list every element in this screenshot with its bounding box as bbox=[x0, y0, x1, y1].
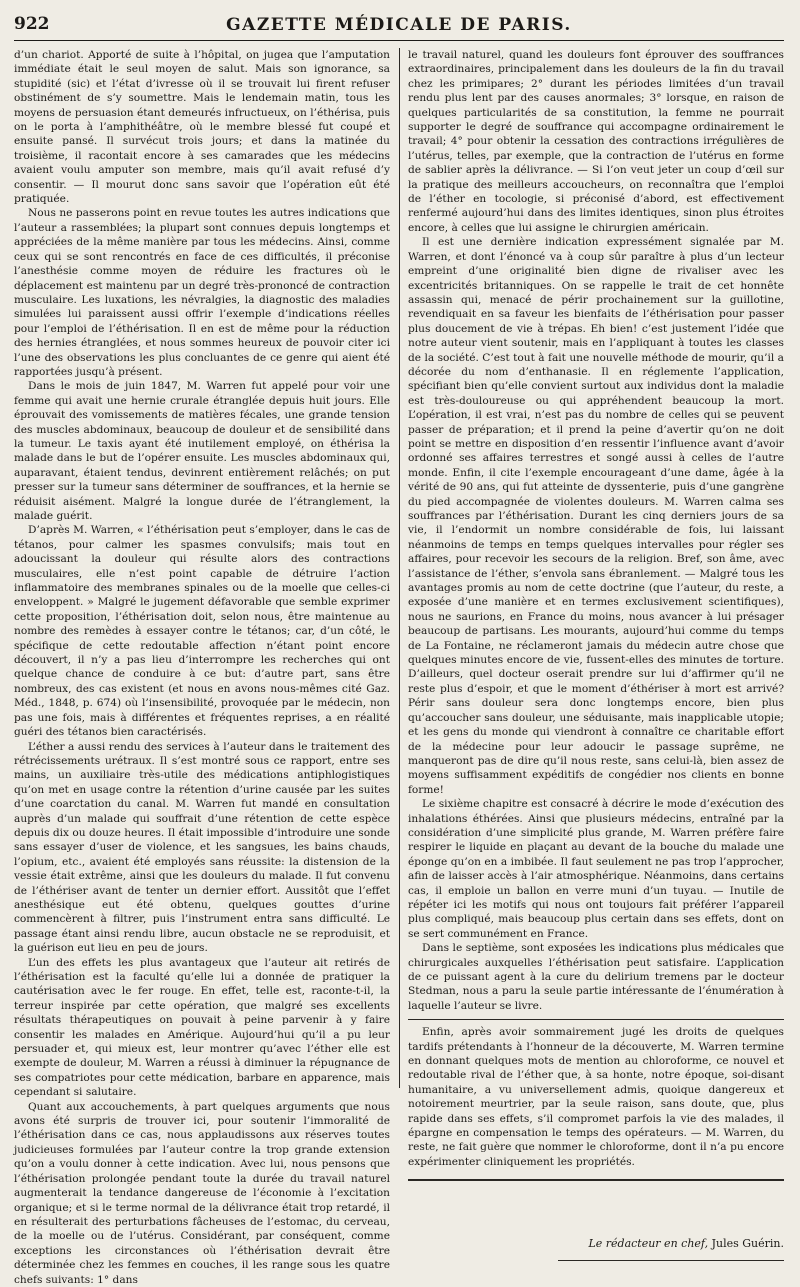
signature bbox=[408, 1237, 784, 1250]
right-column bbox=[408, 48, 784, 1251]
paragraph: Quant aux accouchements, à part quelques arguments que nous avons été surpris de trouver ici, pour soutenir l’immoralité de l’éthérisation dans ce cas, nous applaudissons aux réserves toutes judicieuses formulées par l’auteur contre la trop grande extension qu’on a voulu donner à cette indication. Avec lui, nous pensons que l’éthérisation prolongée pendant toute la durée du travail naturel augmenterait la tendance dangereuse de l’économie à l’excitation organique; et si le terme normal de la délivrance était trop retardé, il en résulterait des perturbations fâcheuses de l’estomac, du cerveau, de la moelle ou de l’utérus. Considérant, par conséquent, comme exceptions les circonstances où l’éthérisation devrait être déterminée chez les femmes en couches, il les range sous les quatre chefs suivants: 1° dans bbox=[14, 1100, 390, 1286]
paragraph: d’un chariot. Apporté de suite à l’hôpital, on jugea que l’amputation immédiate était le seul moyen de salut. Mais son ignorance, sa stupidité (sic) et l’état d’ivresse où il se trouvait lui firent refuser obstinément de s’y soumettre. Mais le lendemain matin, tous les moyens de persuasion étant demeurés infructueux, on l’éthérisa, puis on le porta à l’amphithéâtre, où le membre blessé fut coupé et ensuite pansé. Il survécut trois jours; et dans la matinée du troisième, il racontait encore à ses camarades que les médecins avaient voulu amputer son membre, mais qu’il avait refusé d’y consentir. — Il mourut donc sans savoir que l’opération eût été pratiquée. bbox=[14, 49, 390, 206]
article-columns bbox=[14, 48, 786, 1286]
paragraph: L’éther a aussi rendu des services à l’auteur dans le traitement des rétrécissements urétraux. Il s’est montré sous ce rapport, entre ses mains, un auxiliaire très-utile des médications antiphlogistiques qu’on met en usage contre la rétention d’urine causée par les suites d’une coarctation du canal. M. Warren fut mandé en consultation auprès d’un malade qui souffrait d’une rétention de cette espèce depuis dix ou douze heures. Il était impossible d’introduire une sonde sans essayer d’user de violence, et les sangsues, les bains chauds, l’opium, etc., avaient été employés sans réussite: la distension de la vessie était extrême, ainsi que les douleurs du malade. Il fut convenu de l’éthériser avant de tenter un dernier effort. Aussitôt que l’effet anesthésique eut été obtenu, quelques gouttes d’urine commencèrent à filtrer, puis l’instrument entra sans difficulté. Le passage étant ainsi rendu libre, aucun obstacle ne se reproduisit, et la guérison eut lieu en peu de jours. bbox=[14, 740, 390, 955]
page-header bbox=[14, 14, 784, 41]
running-title: GAZETTE MÉDICALE DE PARIS. bbox=[226, 15, 572, 35]
page-number: 922 bbox=[14, 14, 50, 34]
section-divider bbox=[408, 1019, 784, 1020]
paragraph: Nous ne passerons point en revue toutes les autres indications que l’auteur a rassemblées; la plupart sont connues depuis longtemps et appréciées de la même manière par tous les médecins. Ainsi, comme ceux qui se sont rencontrés en face de ces difficultés, il préconise l’anesthésie comme moyen de réduire les fractures où le déplacement est maintenu par un degré très-prononcé de contraction musculaire. Les luxations, les névralgies, la diagnostic des maladies simulées lui paraissent aussi offrir l’exemple d’indications réelles pour l’emploi de l’éthérisation. Il en est de même pour la réduction des hernies étranglées, et nous sommes heureux de pouvoir citer ici l’une des observations les plus concluantes de ce genre qui aient été rapportées jusqu’à présent. bbox=[14, 207, 390, 378]
paragraph: D’après M. Warren, « l’éthérisation peut s’employer, dans le cas de tétanos, pour calmer les spasmes convulsifs; mais tout en adoucissant la douleur qui résulte alors des contractions musculaires, elle n’est point capable de détruire l’action inflammatoire des membranes spinales ou de la moelle que celles-ci enveloppent. » Malgré le jugement défavorable que semble exprimer cette proposition, l’éthérisation doit, selon nous, être maintenue au nombre des remèdes à essayer contre le tétanos; car, d’un côté, le spécifique de cette redoutable affection n’étant point encore découvert, il n’y a pas lieu d’interrompre les recherches qui ont quelque chance de conduire à ce but: d’autre part, sans être nombreux, des cas existent (et nous en avons nous-mêmes cité Gaz. Méd., 1848, p. 674) où l’insensibilité, provoquée par le médecin, non pas une fois, mais à différentes et fréquentes reprises, a en réalité guéri des tétanos bien caractérisés. bbox=[14, 524, 390, 739]
column-divider bbox=[399, 48, 400, 1088]
paragraph: Il est une dernière indication expressément signalée par M. Warren, et dont l’énoncé va à coup sûr paraître à plus d’un lecteur empreint d’une originalité bien digne de rivaliser avec les excentricités britanniques. On se rappelle le trait de cet honnête assassin qui, menacé de périr prochainement sur la guillotine, revendiquait en sa faveur les bienfaits de l’éthérisation pour passer plus doucement de vie à trépas. Eh bien! c’est justement l’idée que notre auteur vient soutenir, mais en l’appliquant à toutes les classes de la société. C’est tout à fait une nouvelle méthode de mourir, qu’il a décorée du nom d’enthanasie. Il en réglemente l’application, spécifiant bien qu’elle convient surtout aux individus dont la maladie est très-douloureuse ou qui appréhendent beaucoup la mort. L’opération, il est vrai, n’est pas du nombre de celles qui se peuvent passer de préparation; et il prend la peine d’avertir qu’on ne doit point se mettre en disposition d’en ressentir l’influence avant d’avoir ordonné ses affaires terrestres et songé aussi à celles de l’autre monde. Enfin, il cite l’exemple encourageant d’une dame, âgée à la vérité de 90 ans, qui fut atteinte de dyssenterie, puis d’une gangrène du pied accompagnée de violentes douleurs. M. Warren calma ses souffrances par l’éthérisation. Durant les cinq derniers jours de sa vie, il l’endormit un nombre considérable de fois, lui laissant néanmoins de temps en temps quelques intervalles pour régler ses affaires, pour recevoir les secours de la religion. Bref, son âme, avec l’assistance de l’éther, s’envola sans ébranlement. — Malgré tous les avantages promis au nom de cette doctrine (que l’auteur, du reste, a exposée d’une manière et en termes exclusivement scientifiques), nous ne saurions, en France du moins, nous avancer à lui présager beaucoup de partisans. Les mourants, aujourd’hui comme du temps de La Fontaine, ne réclameront jamais du médecin autre chose que quelques minutes encore de vie, fussent-elles des minutes de torture. D’ailleurs, quel docteur oserait prendre sur lui d’affirmer qu’il ne reste plus d’espoir, et que le moment d’éthériser à mort est arrivé? Périr sans douleur sera donc longtemps encore, bien plus qu’accoucher sans douleur, une séduisante, mais inapplicable utopie; et les gens du monde qui viendront à connaître ce charitable effort de la médecine pour leur adoucir le passage suprême, ne manqueront pas de dire qu’il nous reste, sans celui-là, bien assez de moyens suffisamment expéditifs de congédier nos clients en bonne forme! bbox=[408, 236, 784, 796]
paragraph: Dans le septième, sont exposées les indications plus médicales que chirurgicales auxquelles l’éthérisation peut satisfaire. L’application de ce puissant agent à la cure du delirium tremens par le docteur Stedman, nous a paru la seule partie intéressante de l’énumération à laquelle l’auteur se livre. bbox=[408, 942, 784, 1012]
paragraph: Le sixième chapitre est consacré à décrire le mode d’exécution des inhalations éthérées. Ainsi que plusieurs médecins, entraîné par la considération d’une simplicité plus grande, M. Warren préfère faire respirer le liquide en plaçant au devant de la bouche du malade une éponge qu’on en a imbibée. Il faut seulement ne pas trop l’approcher, afin de laisser accès à l’air atmosphérique. Néanmoins, dans certains cas, il emploie un ballon en verre muni d’un tuyau. — Inutile de répéter ici les motifs qui nous ont toujours fait préférer l’appareil plus compliqué, mais beaucoup plus certain dans ses effets, dont on se sert communément en France. bbox=[408, 798, 784, 940]
signature-label: Le rédacteur en chef, bbox=[588, 1237, 709, 1251]
paragraph: Enfin, après avoir sommairement jugé les droits de quelques tardifs prétendants à l’honneur de la découverte, M. Warren termine en donnant quelques mots de mention au chloroforme, ce nouvel et redoutable rival de l’éther que, à sa honte, notre époque, soi-disant humanitaire, a vu universellement admis, quoique dangereux et notoirement meurtrier, par la seule raison, sans doute, que, plus rapide dans ses effets, s’il compromet parfois la vie des malades, il épargne en compensation le temps des opérateurs. — M. Warren, du reste, ne fait guère que nommer le chloroforme, dont il n’a pu encore expérimenter cliniquement les propriétés. bbox=[408, 1026, 784, 1168]
paragraph: Dans le mois de juin 1847, M. Warren fut appelé pour voir une femme qui avait une hernie crurale étranglée depuis huit jours. Elle éprouvait des vomissements de matières fécales, une grande tension des muscles abdominaux, beaucoup de douleur et de sensibilité dans la tumeur. Le taxis ayant été inutilement employé, on éthérisa la malade dans le but de l’opérer ensuite. Les muscles abdominaux qui, auparavant, étaient tendus, devinrent entièrement relâchés; on put presser sur la tumeur sans déterminer de souffrances, et la hernie se réduisit aisément. Malgré la longue durée de l’étranglement, la malade guérit. bbox=[14, 380, 390, 522]
signature-name: Jules Guérin. bbox=[711, 1237, 784, 1251]
blank-space bbox=[408, 1181, 784, 1221]
paragraph: L’un des effets les plus avantageux que l’auteur ait retirés de l’éthérisation est la faculté qu’elle lui a donnée de pratiquer la cautérisation avec le fer rouge. En effet, telle est, raconte-t-il, la terreur inspirée par cette opération, que malgré ses excellents résultats thérapeutiques on pouvait à peine parvenir à y faire consentir les malades en Amérique. Aujourd’hui qu’il a pu leur persuader et, qui mieux est, leur montrer qu’avec l’éther elle est exempte de douleur, M. Warren a réussi à diminuer la répugnance de ses compatriotes pour cette médication, barbare en apparence, mais cependant si salutaire. bbox=[14, 956, 390, 1099]
left-column bbox=[14, 48, 390, 1286]
signature-rule bbox=[558, 1260, 784, 1261]
paragraph: le travail naturel, quand les douleurs font éprouver des souffrances extraordinaires, principalement dans les douleurs de la fin du travail chez les primipares; 2° durant les périodes limitées d’un travail rendu plus lent par des causes anormales; 3° lorsque, en raison de quelques particularités de sa constitution, la femme ne pourrait supporter le degré de souffrance qui accompagne ordinairement le travail; 4° pour obtenir la cessation des contractions irrégulières de l’utérus, telles, par exemple, que la contraction de l’utérus en forme de sablier après la délivrance. — Si l’on veut jeter un coup d’œil sur la pratique des meilleurs accoucheurs, on reconnaîtra que l’emploi de l’éther en tocologie, si préconisé d’abord, est effectivement renfermé aujourd’hui dans des limites identiques, sinon plus étroites encore, à celles que lui assigne le chirurgien américain. bbox=[408, 49, 784, 234]
